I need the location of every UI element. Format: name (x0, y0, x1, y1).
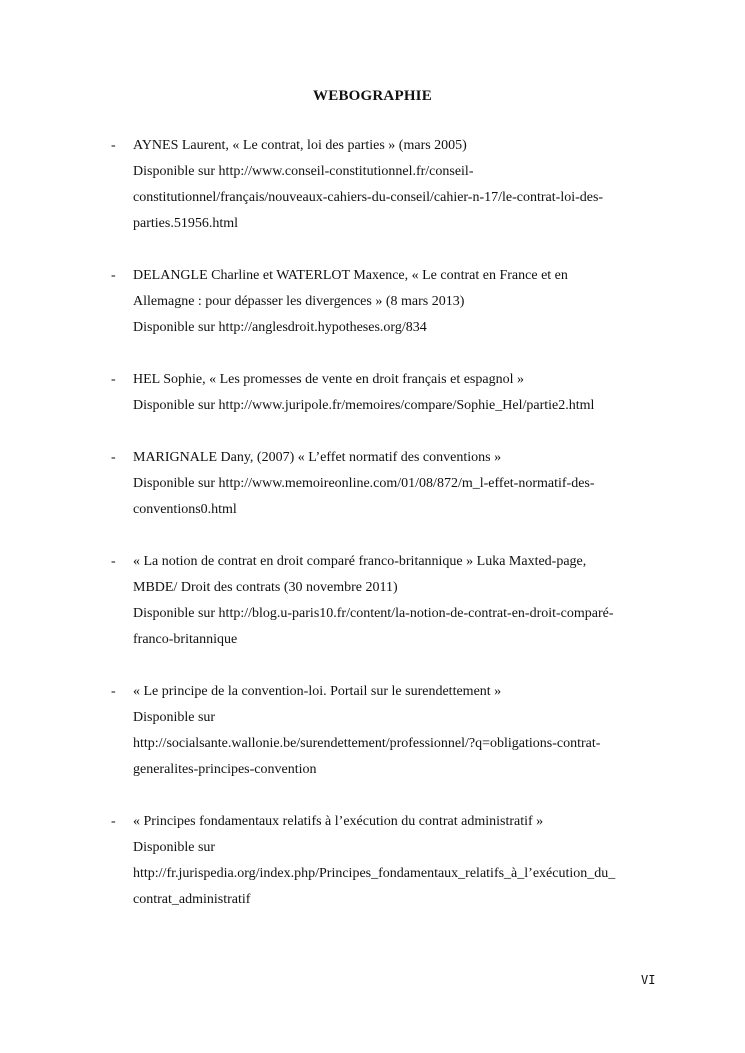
entry-line: MBDE/ Droit des contrats (30 novembre 2011) (133, 580, 398, 595)
entry-line: Disponible sur (133, 840, 216, 855)
list-item (0, 445, 745, 523)
list-item (0, 263, 745, 341)
entry-line: contrat_administratif (133, 892, 251, 907)
entry-line: « Principes fondamentaux relatifs à l’exécution du contrat administratif » (133, 814, 544, 829)
list-bullet: - (111, 138, 116, 153)
entry-text (133, 549, 658, 653)
entry-line: HEL Sophie, « Les promesses de vente en droit français et espagnol » (133, 372, 524, 387)
entry-line: franco-britannique (133, 632, 238, 647)
page-title: WEBOGRAPHIE (313, 88, 432, 104)
list-bullet: - (111, 372, 116, 387)
entry-text (133, 263, 658, 341)
entry-line: generalites-principes-convention (133, 762, 317, 777)
entry-line: AYNES Laurent, « Le contrat, loi des parties » (mars 2005) (133, 138, 467, 153)
entry-line: « La notion de contrat en droit comparé franco-britannique » Luka Maxted-page, (133, 554, 587, 569)
entry-line: MARIGNALE Dany, (2007) « L’effet normatif des conventions » (133, 450, 502, 465)
page-number: VI (641, 973, 656, 987)
list-bullet: - (111, 554, 116, 569)
list-item (0, 809, 745, 913)
entry-line: Disponible sur http://www.conseil-constitutionnel.fr/conseil- (133, 164, 474, 179)
webography-list (0, 133, 745, 939)
entry-line: parties.51956.html (133, 216, 238, 231)
entry-line: Disponible sur http://anglesdroit.hypotheses.org/834 (133, 320, 427, 335)
list-item (0, 679, 745, 783)
list-bullet: - (111, 268, 116, 283)
entry-line: Disponible sur http://blog.u-paris10.fr/content/la-notion-de-contrat-en-droit-comparé- (133, 606, 614, 621)
entry-line: http://fr.jurispedia.org/index.php/Principes_fondamentaux_relatifs_à_l’exécution_du_ (133, 866, 616, 881)
entry-line: Disponible sur http://www.juripole.fr/memoires/compare/Sophie_Hel/partie2.html (133, 398, 595, 413)
entry-line: DELANGLE Charline et WATERLOT Maxence, « Le contrat en France et en (133, 268, 568, 283)
entry-line: Disponible sur (133, 710, 216, 725)
list-bullet: - (111, 814, 116, 829)
entry-text (133, 367, 658, 419)
entry-line: conventions0.html (133, 502, 237, 517)
entry-text (133, 133, 658, 237)
entry-line: « Le principe de la convention-loi. Portail sur le surendettement » (133, 684, 502, 699)
entry-line: Allemagne : pour dépasser les divergences » (8 mars 2013) (133, 294, 465, 309)
list-item (0, 549, 745, 653)
entry-text (133, 679, 658, 783)
list-item (0, 367, 745, 419)
entry-line: Disponible sur http://www.memoireonline.com/01/08/872/m_l-effet-normatif-des- (133, 476, 595, 491)
entry-text (133, 445, 658, 523)
list-item (0, 133, 745, 237)
entry-text (133, 809, 658, 913)
entry-line: constitutionnel/français/nouveaux-cahiers-du-conseil/cahier-n-17/le-contrat-loi-des- (133, 190, 604, 205)
list-bullet: - (111, 684, 116, 699)
list-bullet: - (111, 450, 116, 465)
entry-line: http://socialsante.wallonie.be/surendettement/professionnel/?q=obligations-contrat- (133, 736, 601, 751)
